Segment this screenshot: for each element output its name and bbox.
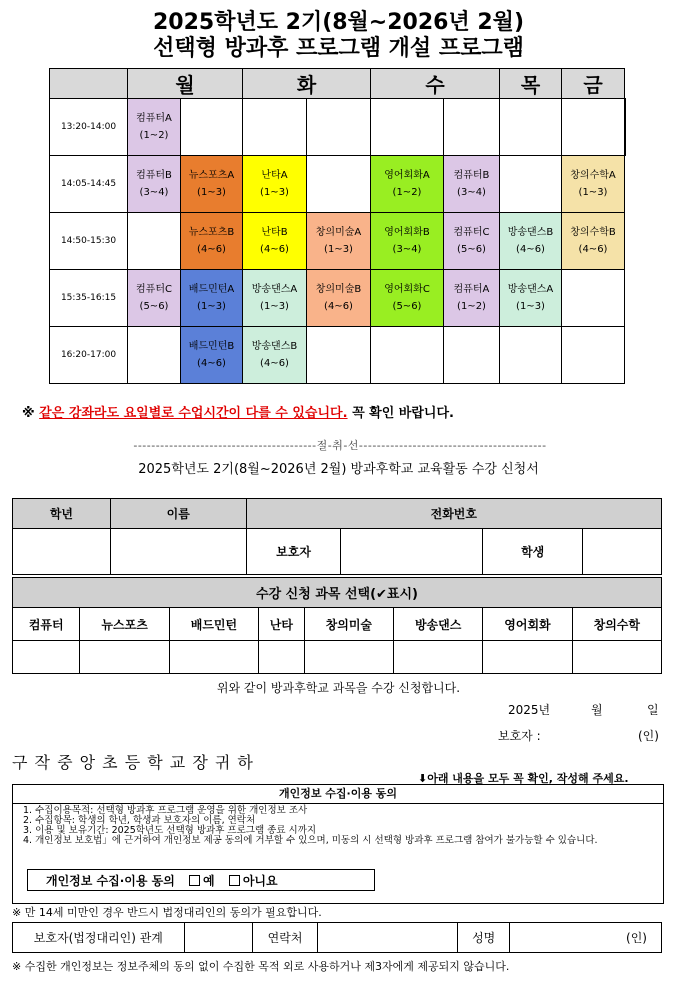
subject-check-row [13, 641, 662, 674]
privacy-title: 개인정보 수집·이용 동의 [13, 785, 663, 804]
subject-label: 영어회화 [483, 608, 572, 641]
class-cell [562, 156, 625, 213]
student-label: 학생 [483, 529, 583, 575]
class-cell [181, 270, 243, 327]
class-cell [128, 99, 181, 156]
day-header: 금 [562, 69, 625, 99]
subject-check-cell[interactable] [304, 641, 393, 674]
privacy-item: 2. 수집항목: 학생의 학년, 학생과 보호자의 이름, 연락처 [23, 815, 256, 826]
empty-cell [562, 327, 625, 384]
class-cell [444, 156, 500, 213]
subject-check-cell[interactable] [169, 641, 258, 674]
class-grade: (1~2) [139, 130, 169, 141]
class-grade: (1~3) [324, 244, 353, 255]
time-slot: 13:20-14:00 [50, 99, 128, 156]
day-header: 월 [128, 69, 243, 99]
class-cell [371, 156, 444, 213]
signer-name-label: 성명 [458, 923, 510, 953]
class-name: 방송댄스A [251, 284, 298, 295]
subject-label: 뉴스포츠 [80, 608, 169, 641]
class-grade: (3~4) [139, 187, 169, 198]
class-cell [371, 270, 444, 327]
class-grade: (4~6) [197, 244, 226, 255]
date-year: 2025년 [508, 703, 551, 717]
empty-cell [625, 99, 626, 156]
privacy-item: 4. 개인정보 보호법」에 근거하여 개인정보 제공 동의에 거부할 수 있으며, 미동의 시 선택형 방과후 프로그램 참여가 불가능할 수 있습니다. [23, 835, 598, 846]
class-name: 영어회화B [384, 227, 430, 238]
notice-symbol: ※ [22, 406, 35, 421]
name-field[interactable] [110, 529, 246, 575]
class-grade: (1~3) [197, 187, 226, 198]
class-grade: (3~4) [457, 187, 486, 198]
class-cell [307, 270, 371, 327]
class-name: 난타B [261, 227, 288, 238]
empty-cell [128, 213, 181, 270]
notice [22, 402, 454, 421]
class-name: 컴퓨터B [453, 170, 490, 181]
class-grade: (3~4) [392, 244, 422, 255]
footer-note: ※ 수집한 개인정보는 정보주체의 동의 없이 수집한 목적 외로 사용하거나 제3자에게 제공되지 않습니다. [12, 960, 510, 973]
empty-cell [181, 99, 243, 156]
class-cell [500, 213, 562, 270]
schedule-row [50, 270, 626, 327]
date-day: 일 [647, 703, 659, 717]
class-name: 뉴스포츠B [188, 227, 235, 238]
empty-cell [500, 327, 562, 384]
consent-no-label: 아니요 [242, 874, 278, 888]
class-cell [500, 270, 562, 327]
title-line1: 2025학년도 2기(8월~2026년 2월) [152, 10, 524, 35]
consent-yes-checkbox[interactable] [189, 875, 200, 886]
subject-label: 창의수학 [572, 608, 661, 641]
class-cell [371, 213, 444, 270]
notice-rest: 꼭 확인 바랍니다. [347, 406, 454, 421]
class-name: 영어회화C [384, 284, 430, 295]
consent-no-checkbox[interactable] [229, 875, 240, 886]
class-grade: (5~6) [139, 301, 169, 312]
day-header: 화 [243, 69, 371, 99]
time-slot: 16:20-17:00 [50, 327, 128, 384]
instruction: ⬇아래 내용을 모두 꼭 확인, 작성해 주세요. [418, 772, 629, 785]
empty-cell [562, 99, 625, 156]
class-name: 뉴스포츠A [188, 170, 235, 181]
class-cell [307, 213, 371, 270]
subject-check-cell[interactable] [80, 641, 169, 674]
class-cell [243, 327, 307, 384]
consent-label: 개인정보 수집·이용 동의 [46, 874, 175, 888]
select-title: 수강 신청 과목 선택(✔표시) [13, 578, 662, 608]
class-name: 창의수학B [570, 227, 616, 238]
time-slot: 15:35-16:15 [50, 270, 128, 327]
class-name: 컴퓨터C [136, 284, 172, 295]
class-name: 방송댄스A [507, 284, 554, 295]
empty-cell [444, 99, 500, 156]
empty-cell [562, 270, 625, 327]
class-grade: (1~3) [260, 301, 289, 312]
class-cell [128, 156, 181, 213]
cut-line: -----------------------------------------절-취-선------------------------------------------ [133, 439, 547, 452]
empty-cell [371, 327, 444, 384]
title-line2: 선택형 방과후 프로그램 개설 프로그램 [153, 36, 524, 61]
grade-header: 학년 [13, 499, 111, 529]
empty-cell [307, 99, 371, 156]
class-cell [243, 156, 307, 213]
class-cell [181, 156, 243, 213]
class-cell [181, 327, 243, 384]
class-grade: (1~3) [197, 301, 226, 312]
class-name: 컴퓨터B [136, 170, 172, 181]
relation-label: 보호자(법정대리인) 관계 [13, 923, 185, 953]
guardian-phone-field[interactable] [341, 529, 483, 575]
class-cell [562, 213, 625, 270]
class-name: 창의미술B [315, 284, 362, 295]
relation-field[interactable] [184, 923, 252, 953]
class-grade: (1~2) [457, 301, 486, 312]
schedule-row [50, 156, 626, 213]
class-grade: (1~3) [578, 187, 608, 198]
privacy-item: 3. 이용 및 보유기간: 2025학년도 선택형 방과후 프로그램 종료 시까지 [23, 825, 317, 836]
subject-check-cell[interactable] [13, 641, 80, 674]
class-name: 배드민턴A [188, 284, 235, 295]
student-phone-field[interactable] [583, 529, 662, 575]
empty-cell [307, 156, 371, 213]
class-grade: (1~2) [392, 187, 422, 198]
grade-field[interactable] [13, 529, 111, 575]
sign-mark: (인) [638, 729, 659, 743]
empty-cell [444, 327, 500, 384]
guardian-label: 보호자 [246, 529, 341, 575]
consent-yes-label: 예 [203, 874, 215, 888]
class-name: 컴퓨터A [453, 284, 490, 295]
day-header: 수 [371, 69, 500, 99]
student-info-table [12, 498, 662, 575]
class-name: 배드민턴B [188, 341, 235, 352]
class-cell [181, 213, 243, 270]
subject-label: 배드민턴 [169, 608, 258, 641]
note-under14: ※ 만 14세 미만인 경우 반드시 법정대리인의 동의가 필요합니다. [12, 906, 322, 919]
subject-label: 창의미술 [304, 608, 393, 641]
class-name: 방송댄스B [251, 341, 298, 352]
class-grade: (4~6) [578, 244, 608, 255]
class-name: 창의수학A [570, 170, 616, 181]
notice-red: 같은 강좌라도 요일별로 수업시간이 다를 수 있습니다. [39, 406, 348, 421]
contact-field[interactable] [318, 923, 458, 953]
phone-header: 전화번호 [246, 499, 661, 529]
class-grade: (5~6) [392, 301, 422, 312]
form-title: 2025학년도 2기(8월~2026년 2월) 방과후학교 교육활동 수강 신청서 [138, 462, 539, 477]
class-cell [243, 270, 307, 327]
contact-label: 연락처 [252, 923, 318, 953]
subject-check-cell[interactable] [572, 641, 661, 674]
empty-cell [243, 99, 307, 156]
subject-label: 난타 [259, 608, 305, 641]
class-name: 컴퓨터C [453, 227, 490, 238]
addressee: 구 작 중 앙 초 등 학 교 장 귀 하 [12, 753, 254, 772]
day-header-row [50, 69, 626, 99]
class-grade: (4~6) [516, 244, 545, 255]
subject-check-cell[interactable] [393, 641, 482, 674]
class-cell [243, 213, 307, 270]
class-grade: (4~6) [260, 244, 289, 255]
subject-check-cell[interactable] [259, 641, 305, 674]
class-cell [444, 213, 500, 270]
empty-cell [500, 99, 562, 156]
subject-select-table [12, 577, 662, 674]
class-grade: (4~6) [324, 301, 353, 312]
class-name: 영어회화A [384, 170, 430, 181]
time-slot: 14:05-14:45 [50, 156, 128, 213]
consent-box [27, 869, 375, 891]
class-grade: (1~3) [516, 301, 545, 312]
class-name: 컴퓨터A [136, 113, 172, 124]
privacy-box [12, 784, 664, 904]
schedule-row [50, 99, 626, 156]
class-cell [444, 270, 500, 327]
empty-cell [128, 327, 181, 384]
apply-text: 위와 같이 방과후학교 과목을 수강 신청합니다. [216, 681, 461, 695]
privacy-items [13, 804, 663, 846]
name-header: 이름 [110, 499, 246, 529]
class-grade: (5~6) [457, 244, 486, 255]
signer-sign-mark: (인) [626, 931, 647, 945]
privacy-item: 1. 수집이용목적: 선택형 방과후 프로그램 운영을 위한 개인정보 조사 [23, 805, 308, 816]
empty-cell [371, 99, 444, 156]
class-grade: (4~6) [260, 358, 289, 369]
class-name: 방송댄스B [507, 227, 554, 238]
empty-cell [500, 156, 562, 213]
empty-cell [307, 327, 371, 384]
sign-label: 보호자 : [498, 729, 541, 743]
schedule-row [50, 213, 626, 270]
schedule-row [50, 327, 626, 384]
class-cell [128, 270, 181, 327]
class-name: 난타A [261, 170, 288, 181]
subject-label: 방송댄스 [393, 608, 482, 641]
class-name: 창의미술A [315, 227, 362, 238]
subject-header-row [13, 608, 662, 641]
schedule-table [49, 68, 626, 384]
subject-label: 컴퓨터 [13, 608, 80, 641]
date-month: 월 [591, 703, 603, 717]
signer-name-field[interactable] [510, 923, 662, 953]
subject-check-cell[interactable] [483, 641, 572, 674]
time-slot: 14:50-15:30 [50, 213, 128, 270]
day-header: 목 [500, 69, 562, 99]
guardian-relation-table [12, 922, 662, 953]
class-grade: (1~3) [260, 187, 289, 198]
class-grade: (4~6) [197, 358, 226, 369]
